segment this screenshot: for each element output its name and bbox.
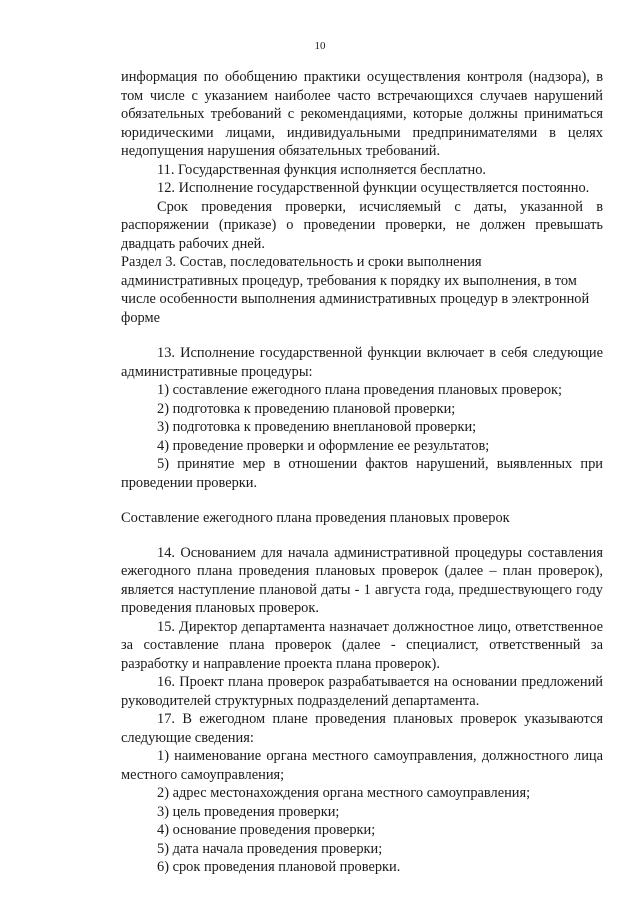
page-number: 10 xyxy=(314,40,326,52)
list-item: 4) основание проведения проверки; xyxy=(157,822,376,838)
section-3-heading-line: форме xyxy=(121,309,160,326)
section-3-heading-line: Раздел 3. Состав, последовательность и сроки выполнения xyxy=(121,254,482,270)
list-item: 1) составление ежегодного плана проведения плановых проверок; xyxy=(157,382,563,398)
paragraph-inspection-term: Срок проведения проверки, исчисляемый с даты, указанной в распоряжении (приказе) о проведении проверки, не должен превышать двадцать рабочих дней. xyxy=(121,198,603,252)
list-item: 6) срок проведения плановой проверки. xyxy=(157,859,401,875)
list-item: 4) проведение проверки и оформление ее результатов; xyxy=(157,437,490,454)
list-item: 3) подготовка к проведению внеплановой проверки; xyxy=(157,419,477,435)
paragraph-17: 17. В ежегодном плане проведения плановых проверок указываются следующие сведения: xyxy=(121,711,603,746)
paragraph-11: 11. Государственная функция исполняется бесплатно. xyxy=(157,161,487,178)
list-item: 5) принятие мер в отношении фактов нарушений, выявленных при проведении проверки. xyxy=(121,456,603,491)
list-item: 3) цель проведения проверки; xyxy=(157,803,340,820)
list-item: 5) дата начала проведения проверки; xyxy=(157,840,383,857)
list-item: 1) наименование органа местного самоуправления, должностного лица местного самоуправления; xyxy=(121,748,603,783)
list-item: 2) подготовка к проведению плановой проверки; xyxy=(157,400,456,417)
paragraph-12: 12. Исполнение государственной функции осуществляется постоянно. xyxy=(157,180,590,196)
document-body xyxy=(121,68,603,877)
section-3-heading-line: числе особенности выполнения административных процедур в электронной xyxy=(121,291,590,307)
section-3-heading-line: административных процедур, требования к порядку их выполнения, в том xyxy=(121,272,577,289)
paragraph-15: 15. Директор департамента назначает должностное лицо, ответственное за составление плана проверок (далее - специалист, ответственный за разработку и направление проекта плана проверок). xyxy=(121,618,603,672)
section-3-heading xyxy=(121,253,603,327)
list-item: 2) адрес местонахождения органа местного самоуправления; xyxy=(157,785,531,801)
paragraph-continuation: информация по обобщению практики осуществления контроля (надзора), в том числе с указанием наиболее часто встречающихся случаев нарушений обязательных требований с рекомендациями, которые должны приниматься юридическими лицами, индивидуальными предпринимателями в целях недопущения нарушения обязательных требований. xyxy=(121,69,603,159)
paragraph-13: 13. Исполнение государственной функции включает в себя следующие административные процедуры: xyxy=(121,345,603,380)
paragraph-16: 16. Проект плана проверок разрабатывается на основании предложений руководителей структурных подразделений департамента. xyxy=(121,674,603,709)
paragraph-14: 14. Основанием для начала административной процедуры составления ежегодного плана проведения плановых проверок (далее – план проверок), является наступление плановой даты - 1 августа года, предшествующего году проведения плановых проверок. xyxy=(121,544,603,616)
subsection-heading: Составление ежегодного плана проведения плановых проверок xyxy=(121,510,510,526)
